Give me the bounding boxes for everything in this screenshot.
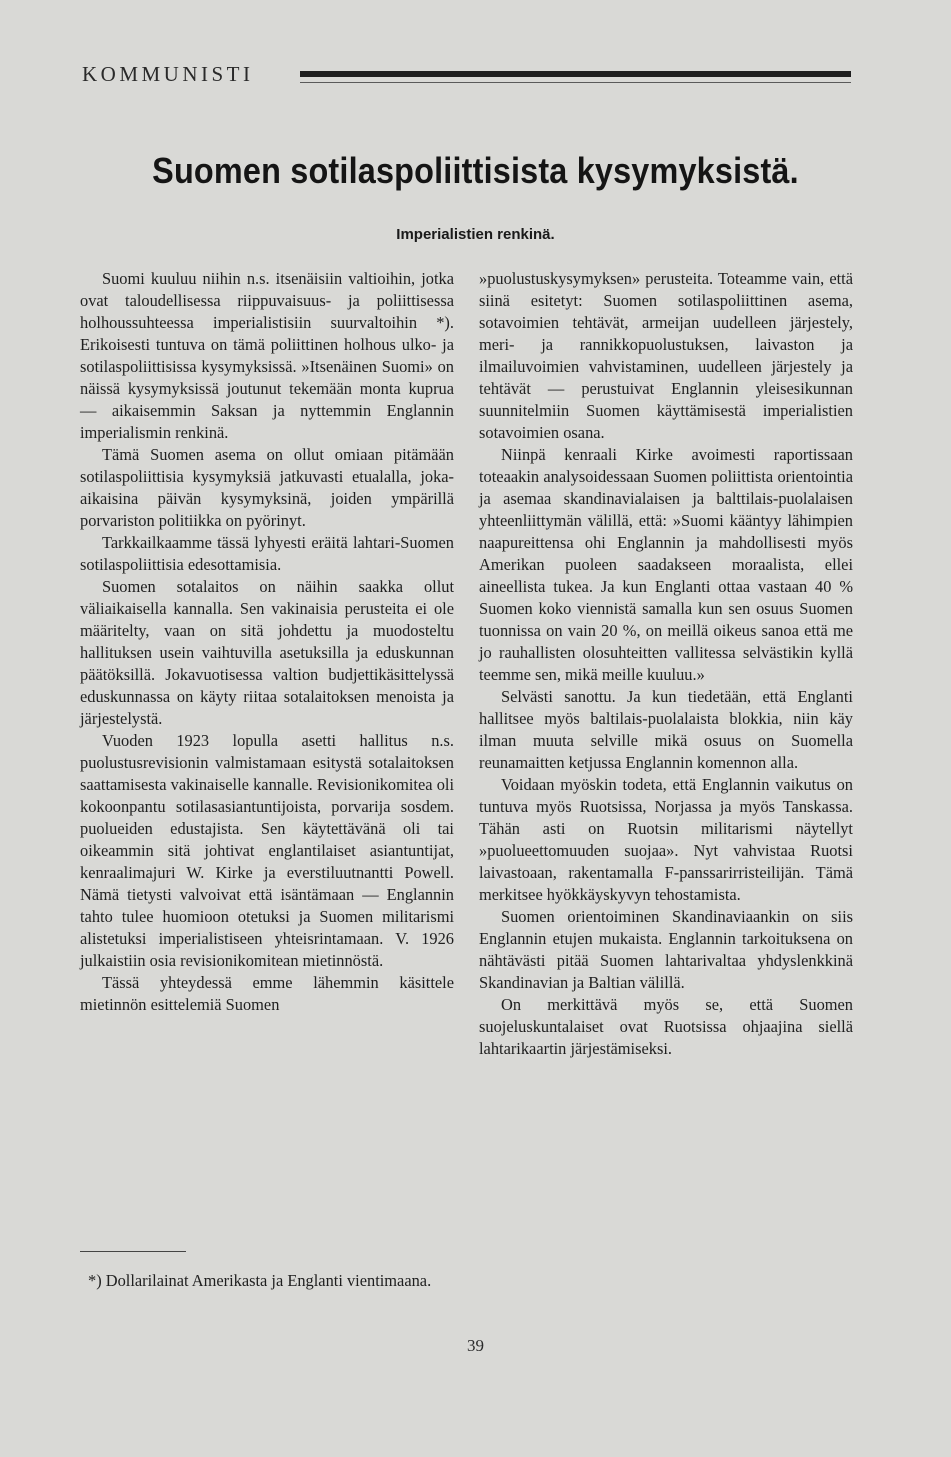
header-rule (300, 71, 851, 77)
header-rule-thin (300, 82, 851, 83)
paragraph: Tässä yhteydessä emme lähemmin käsittele mietinnön esittelemiä Suomen (80, 973, 454, 1014)
paragraph: Vuoden 1923 lopulla asetti hallitus n.s. puolustusrevisionin valmistamaan esitystä sotalaitoksen saattamisesta vakinaiselle kannalle. Revisionikomitea oli kokoonpantu sotilasasiantuntijoista, porvarija sosdem. puolueiden edustajista. Sen käytettävänä oli tai oikeammin sitä johtivat englantilaiset asiantuntijat, kenraalimajuri W. Kirke ja everstiluutnantti Powell. Nämä tietysti valvoivat että isäntämaan — Englannin tahto tulee huomioon otetuksi ja Suomen militarismi alistetuksi imperialistiseen yhteisrintamaan. V. 1926 julkaistiin osia revisionikomitean mietinnöstä. (80, 731, 454, 970)
article-title: Suomen sotilaspoliittisista kysymyksistä. (152, 150, 799, 191)
paragraph: Suomen sotalaitos on näihin saakka ollut väliaikaisella kannalla. Sen vakinaisia perusteita ei ole määritelty, vaan on sitä johdettu ja muodosteltu hallituksen usein vaihtuvilla asetuksilla ja eduskunnan päätöksillä. Jokavuotisessa valtion budjettikäsittelyssä eduskunnassa on käyty riitaa sotalaitoksen menoista ja järjestelystä. (80, 577, 454, 728)
paragraph: Suomi kuuluu niihin n.s. itsenäisiin valtioihin, jotka ovat taloudellisessa riippuvaisuus- ja poliittisessa holhoussuhteessa imperialistisiin suurvaltoihin *). Erikoisesti tuntuva on tämä poliittinen holhous ulko- ja sotilaspoliittisissa kysymyksissä. »Itsenäinen Suomi» on näissä kysymyksissä joutunut tekemään monta kuprua — aikaisemmin Saksan ja nyttemmin Englannin imperialismin renkinä. (80, 269, 454, 442)
running-head: KOMMUNISTI (82, 62, 254, 86)
right-column (479, 268, 853, 1060)
footnote: *) Dollarilainat Amerikasta ja Englanti vientimaana. (88, 1271, 432, 1290)
paragraph: Niinpä kenraali Kirke avoimesti raportissaan toteaakin analysoidessaan Suomen poliittista orientointia ja asemaa skandinavialaisen ja balttilais-puolalaisen yhteenliittymän välillä, että: »Suomi kääntyy lähimpien naapureittensa ohi Englannin ja mahdollisesti myös Amerikan puoleen saadakseen moraalista, ellei aineellista tukea. Ja kun Englanti ottaa vastaan 40 % Suomen koko viennistä samalla kun sen osuus Suomen tuonnissa on vain 20 %, on meillä oikeus sanoa että me jo rauhallisten olosuhteitten vallitessa selvästikin kyllä teemme sen, mikä meille kuuluu.» (479, 445, 853, 684)
paragraph: Tarkkailkaamme tässä lyhyesti eräitä lahtari-Suomen sotilaspoliittisia edesottamisia. (80, 533, 454, 574)
paragraph: Voidaan myöskin todeta, että Englannin vaikutus on tuntuva myös Ruotsissa, Norjassa ja myös Tanskassa. Tähän asti on Ruotsin militarismi näytellyt »puolueettomuuden suojaa». Nyt vahvistaa Ruotsi laivastoaan, rakentamalla F-panssarirristeilijän. Tämä merkitsee hyökkäyskyvyn tehostamista. (479, 775, 853, 904)
footnote-rule (80, 1251, 186, 1252)
left-column (80, 268, 454, 1016)
page-number: 39 (467, 1336, 484, 1355)
paragraph: Selvästi sanottu. Ja kun tiedetään, että Englanti hallitsee myös baltilais-puolalaista blokkia, niin käy ilman muuta selville mikä osuus on Suomella reunamaitten ketjussa Englannin komennon alla. (479, 687, 853, 772)
paragraph: »puolustuskysymyksen» perusteita. Toteamme vain, että siinä esitetyt: Suomen sotilaspoliittinen asema, sotavoimien tehtävät, armeijan uudelleen järjestely, meri- ja rannikkopuolustuksen, laivaston ja ilmailuvoimien vahvistaminen, uudelleen järjestely ja tehtävät — perustuivat Englannin yleisesikunnan suunnitelmiin Suomen käyttämisestä imperialistien sotavoimien osana. (479, 269, 853, 442)
paragraph: Tämä Suomen asema on ollut omiaan pitämään sotilaspoliittisia kysymyksiä jatkuvasti etualalla, joka-aikaisina päivän kysymyksinä, joiden ympärillä porvariston politiikka on pyörinyt. (80, 445, 454, 530)
paragraph: Suomen orientoiminen Skandinaviaankin on siis Englannin etujen mukaista. Englannin tarkoituksena on nähtävästi pitää Suomen lahtarivaltaa yhdyslenkkinä Skandinavian ja Baltian välillä. (479, 907, 853, 992)
paragraph: On merkittävä myös se, että Suomen suojeluskuntalaiset ovat Ruotsissa ohjaajina siellä lahtarikaartin järjestämiseksi. (479, 995, 853, 1058)
article-subtitle: Imperialistien renkinä. (396, 226, 555, 243)
